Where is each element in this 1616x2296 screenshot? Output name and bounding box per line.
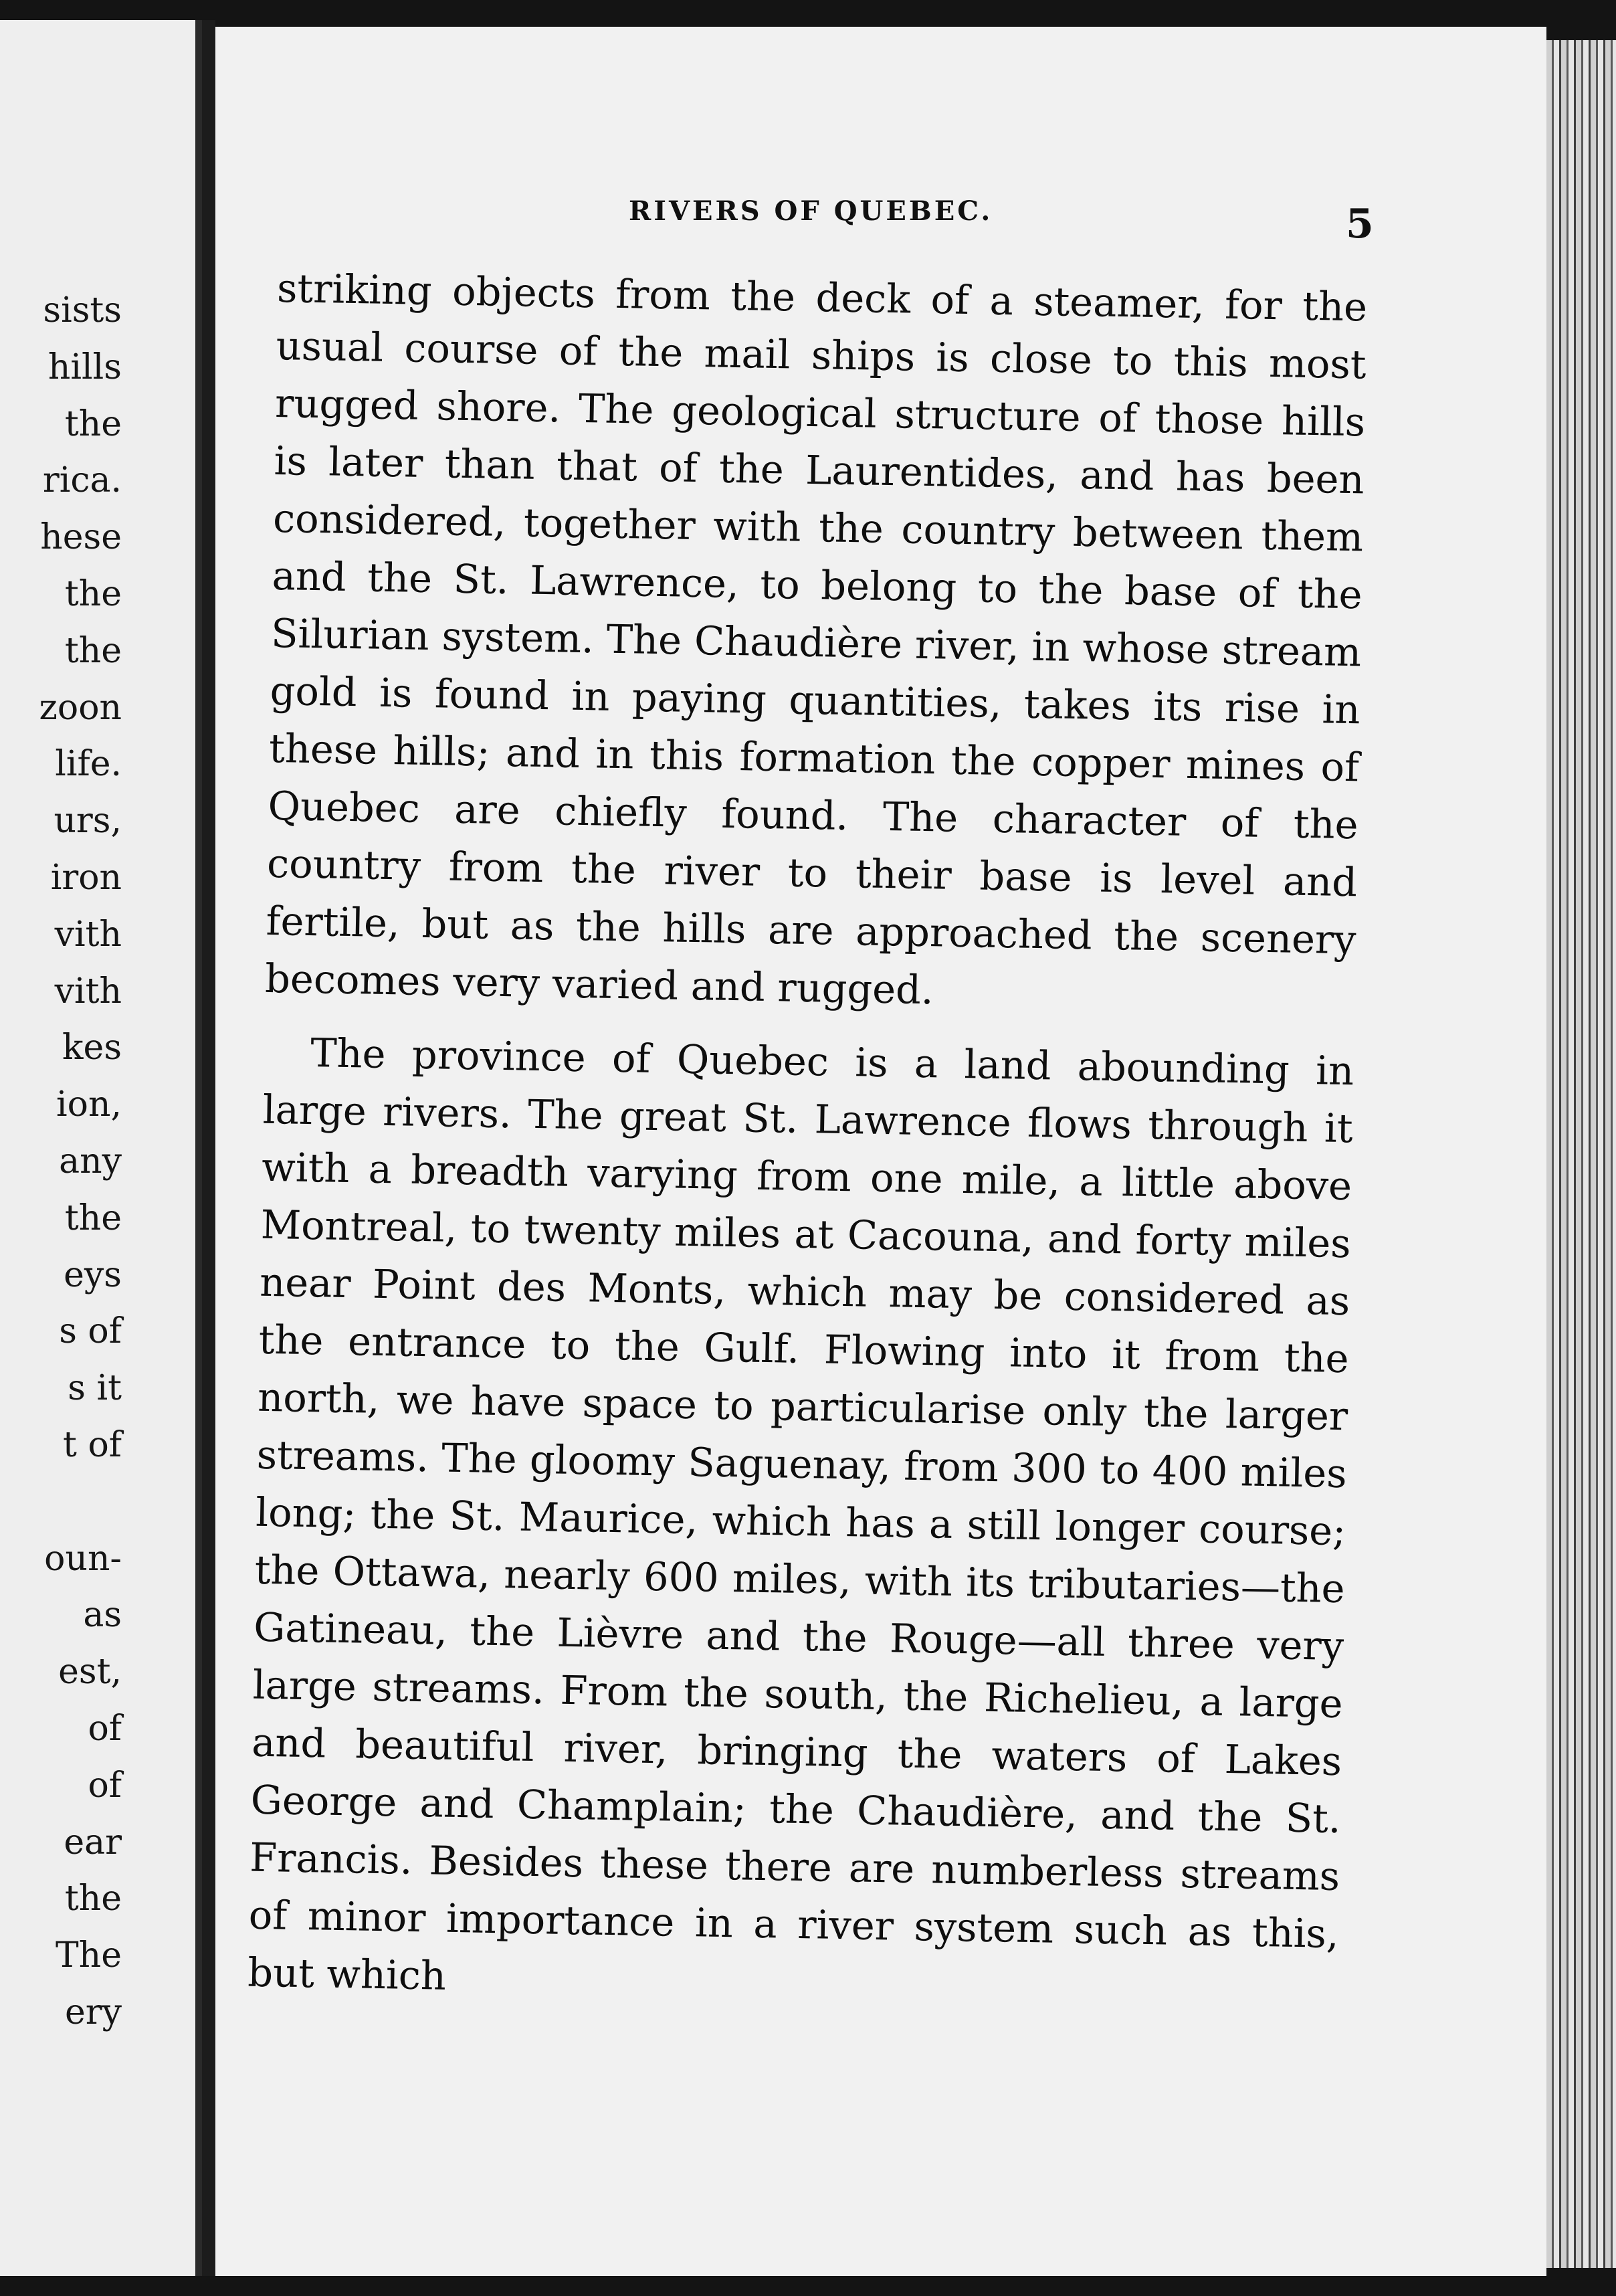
paragraph-2: The province of Quebec is a land abounding in large rivers. The great St. Lawrence flows through it with a breadth varying from one mile, a little above Montreal, to twenty miles at Cacouna, and forty miles near Point des Monts, which may be considered as the entrance to the Gulf. Flowing into it from the north, we have space to particularise only the larger streams. The gloomy Saguenay, from 300 to 400 miles long; the St. Maurice, which has a still longer course; the Ottawa, nearly 600 miles, with its tributaries—the Gatineau, the Lièvre and the Rouge—all three very large streams. From the south, the Richelieu, a large and beautiful river, bringing the waters of Lakes George and Champlain; the Chaudière, and the St. Francis. Besides these there are numberless streams of minor importance in a river system such as this, but which xyxy=(247,1030,1354,1999)
left-fragment-line: the xyxy=(64,1198,122,1238)
left-fragment-line: oun- xyxy=(44,1538,122,1579)
left-fragment-line: vith xyxy=(54,914,122,955)
page-number: 5 xyxy=(1346,201,1374,248)
page-edges xyxy=(1546,40,1616,2268)
left-fragment-line: of xyxy=(88,1765,122,1806)
left-fragment-line: vith xyxy=(54,971,122,1012)
left-fragment-line: hese xyxy=(40,517,122,558)
left-fragment-line xyxy=(0,1474,122,1531)
left-fragment-line: as xyxy=(83,1595,122,1636)
left-fragment-line: kes xyxy=(62,1028,122,1068)
paragraph-1: striking objects from the deck of a steamer, for the usual course of the mail ships is close to this most rugged shore. The geological structure of those hills is later than that of the Laurentides, and has been considered, together with the country between them and the St. Lawrence, to belong to the base of the Silurian system. The Chaudière river, in whose stream gold is found in paying quantities, takes its rise in these hills; and in this formation the copper mines of Quebec are chiefly found. The character of the country from the river to their base is level and fertile, but as the hills are approached the scenery becomes very varied and rugged. xyxy=(264,264,1368,1014)
left-fragment-line: s of xyxy=(59,1311,122,1352)
left-fragment-line: the xyxy=(64,630,122,671)
left-fragment-line: iron xyxy=(50,857,122,898)
left-fragment-line: of xyxy=(88,1708,122,1749)
left-fragment-line: eys xyxy=(64,1254,122,1295)
left-fragment-line: rica. xyxy=(42,460,122,501)
left-fragment-line: ear xyxy=(64,1822,122,1862)
left-fragment-line: t of xyxy=(63,1424,122,1465)
left-page-text-fragments xyxy=(0,282,122,2041)
left-fragment-line: The xyxy=(56,1935,122,1976)
running-title: RIVERS OF QUEBEC. xyxy=(629,195,993,227)
book-gutter xyxy=(202,20,215,2276)
left-fragment-line: any xyxy=(59,1141,122,1181)
left-fragment-line: s it xyxy=(68,1368,122,1409)
left-fragment-line: ion, xyxy=(56,1084,122,1125)
left-fragment-line: life. xyxy=(55,744,122,785)
left-fragment-line: urs, xyxy=(54,801,122,842)
left-fragment-line: ery xyxy=(64,1992,122,2032)
left-fragment-line: zoon xyxy=(39,687,122,728)
left-fragment-line: est, xyxy=(58,1652,122,1693)
body-text xyxy=(247,260,1368,2020)
left-fragment-line: the xyxy=(64,573,122,614)
left-page xyxy=(0,20,202,2276)
left-fragment-line: the xyxy=(64,1879,122,1919)
left-fragment-line: the xyxy=(64,403,122,444)
left-fragment-line: sists xyxy=(43,290,122,330)
left-fragment-line: hills xyxy=(47,347,122,387)
